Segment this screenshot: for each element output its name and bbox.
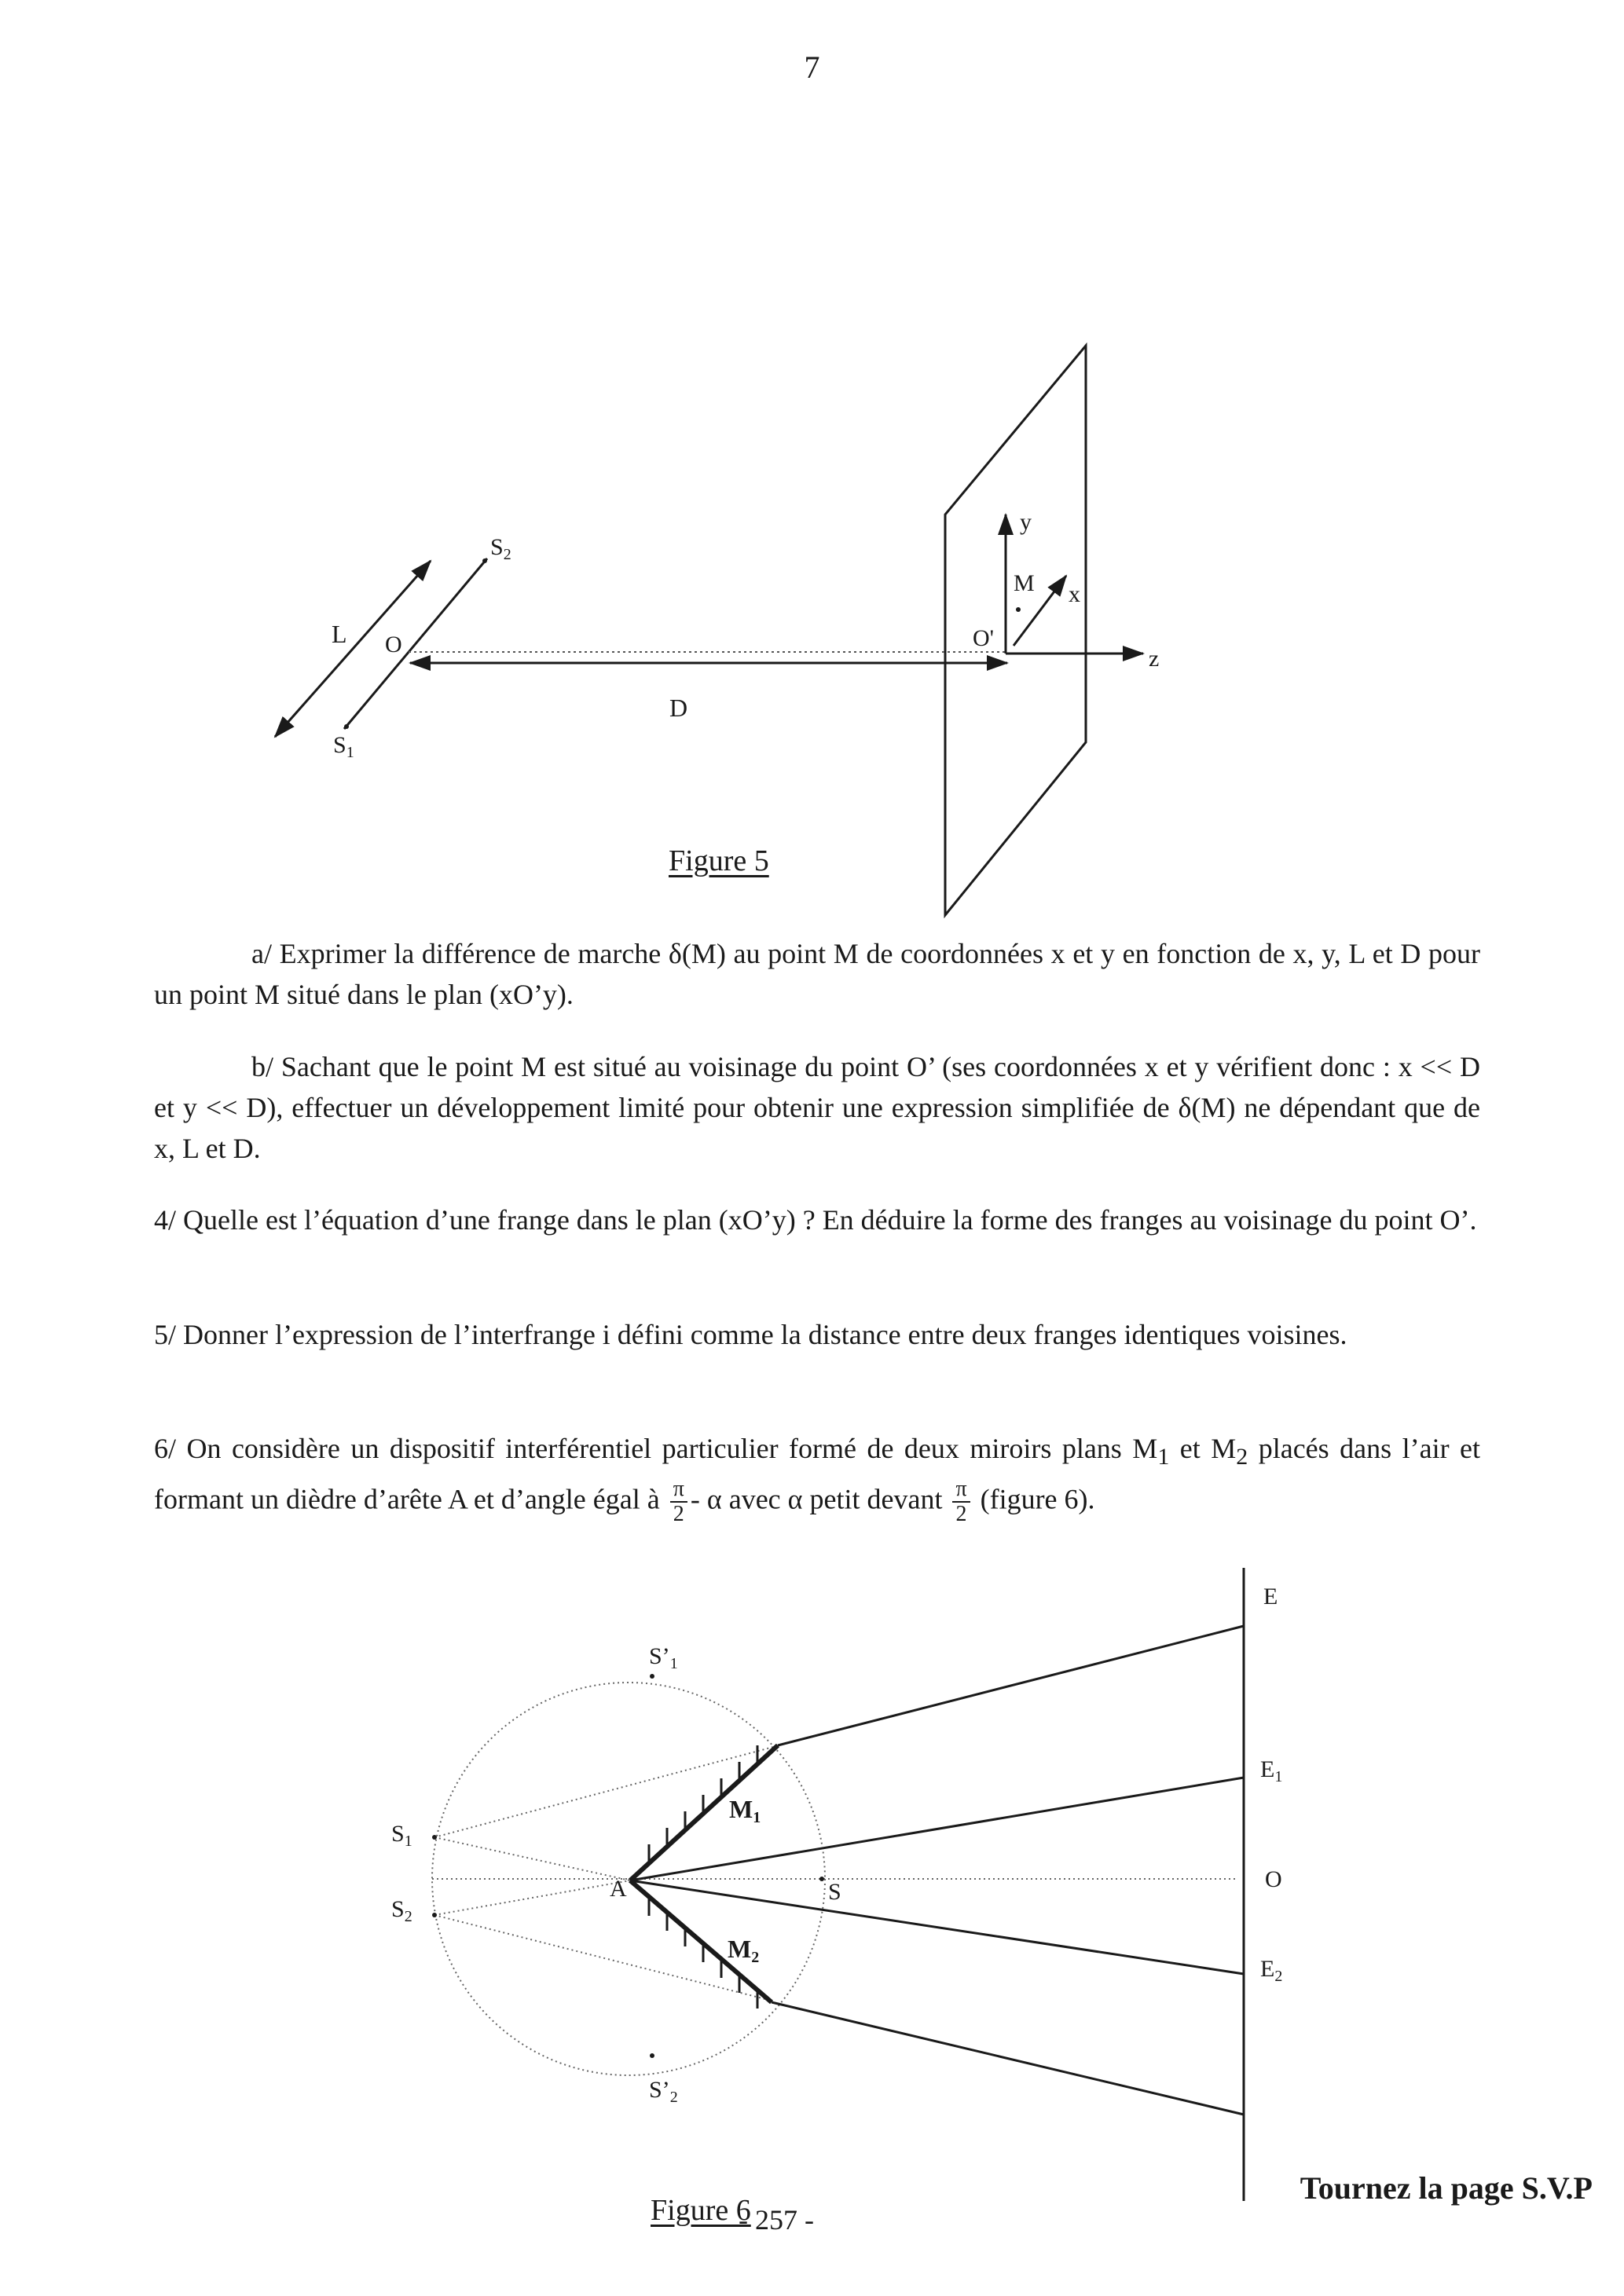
screen-plane xyxy=(945,346,1086,915)
label-l: L xyxy=(332,620,347,648)
length-l-arrow xyxy=(275,561,431,737)
point-s2 xyxy=(432,1913,437,1917)
label-o: O xyxy=(1265,1866,1282,1892)
question-4: 4/ Quelle est l’équation d’une frange dans le plan (xO’y) ? En déduire la forme des franges au voisinage du point O’. xyxy=(154,1204,1477,1236)
label-s: S xyxy=(828,1879,841,1905)
label-o-prime: O' xyxy=(973,625,995,651)
point-s xyxy=(819,1877,824,1881)
label-e2: $E_2$ xyxy=(1260,1956,1283,1985)
point-s2 xyxy=(482,558,487,563)
label-e1: $E_1$ xyxy=(1260,1756,1283,1785)
dotted-s2-a xyxy=(434,1880,630,1915)
ray-m1-top xyxy=(778,1626,1244,1745)
fraction-pi-over-2: $\frac{\pi}{2}$ xyxy=(670,1478,687,1526)
label-s1: $S_1$ xyxy=(333,732,354,761)
label-s2: $S_2$ xyxy=(391,1896,412,1925)
figure-6-caption: Figure 6 xyxy=(651,2194,751,2227)
page-number: 7 xyxy=(804,49,820,85)
label-m2: M2 xyxy=(728,1935,760,1966)
question-6: 6/ On considère un dispositif interférentiel particulier formé de deux miroirs plans $M_1$ et $M_2$ placés dans l’air et formant un dièdre d’arête A et d’angle égal à $\frac{\pi}{2}$ - α avec α petit devant $\frac{\pi}{2}$ (figure 6). xyxy=(154,1433,1481,1527)
question-3b: b/ Sachant que le point M est situé au voisinage du point O’ (ses coordonnées x et y vérifient donc : x << D et y << D), effectuer un développement limité pour obtenir une expression simplifiée de δ(M) ne dépendant que de x, L et D. xyxy=(154,1051,1480,1164)
label-d: D xyxy=(669,694,688,722)
label-e: E xyxy=(1263,1584,1278,1609)
label-s2: $S_2$ xyxy=(490,534,511,563)
figure-5-caption: Figure 5 xyxy=(669,844,769,877)
ray-m2-bottom xyxy=(772,2002,1244,2115)
dotted-circle xyxy=(432,1683,825,2075)
figure-6 xyxy=(0,1555,1624,2262)
point-s1 xyxy=(432,1835,437,1840)
label-a: A xyxy=(610,1876,627,1902)
point-s1-prime xyxy=(650,1674,654,1679)
label-z: z xyxy=(1149,646,1160,672)
label-m1: M1 xyxy=(729,1795,761,1826)
point-m xyxy=(1016,607,1021,612)
fraction-pi-over-2-second: $\frac{\pi}{2}$ xyxy=(952,1478,970,1526)
label-s1-prime: $S’_1$ xyxy=(649,1643,678,1672)
source-segment xyxy=(344,558,487,729)
label-y: y xyxy=(1020,509,1032,535)
label-x: x xyxy=(1069,581,1080,607)
point-s2-prime xyxy=(650,2053,654,2058)
figure-5 xyxy=(0,0,1624,943)
question-5: 5/ Donner l’expression de l’interfrange i défini comme la distance entre deux franges identiques voisines. xyxy=(154,1319,1347,1350)
label-s2-prime: $S’_2$ xyxy=(649,2077,678,2106)
point-s1 xyxy=(344,724,349,729)
label-o: O xyxy=(385,632,402,657)
turn-page-note: Tournez la page S.V.P xyxy=(1300,2170,1593,2206)
question-3a: a/ Exprimer la différence de marche δ(M) au point M de coordonnées x et y en fonction de x, y, L et D pour un point M situé dans le plan (xO’y). xyxy=(154,938,1480,1010)
page-code: - 257 - xyxy=(739,2204,814,2236)
dotted-s1-a xyxy=(434,1837,630,1880)
label-m: M xyxy=(1014,570,1035,596)
label-s1: $S_1$ xyxy=(391,1821,412,1850)
